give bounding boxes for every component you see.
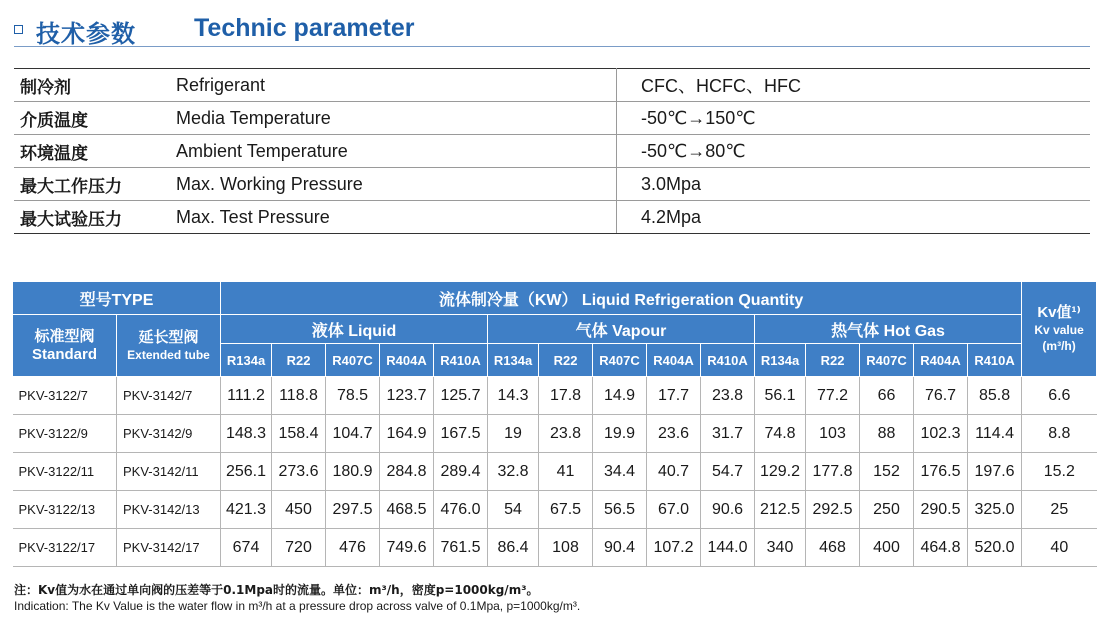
capacity-cell: 90.4 (593, 529, 647, 567)
capacity-cell: 674 (221, 529, 272, 567)
kv-header (1022, 282, 1097, 377)
note-english: Indication: The Kv Value is the water flow in m³/h at a pressure drop across valve of 0.1Mpa, p=1000kg/m³. (14, 599, 581, 613)
parameter-name-cn: 制冷剂 (14, 69, 170, 102)
capacity-cell: 197.6 (968, 453, 1022, 491)
capacity-cell: 289.4 (434, 453, 488, 491)
standard-cn: 标准型阀 (34, 327, 95, 345)
kv-cell: 25 (1022, 491, 1097, 529)
standard-model: PKV-3122/17 (13, 529, 117, 567)
refrigerant-header: R404A (914, 344, 968, 377)
standard-en: Standard (31, 345, 97, 363)
table-row (13, 415, 1097, 453)
parameter-name-cn: 介质温度 (14, 102, 170, 135)
extended-model: PKV-3142/17 (117, 529, 221, 567)
capacity-cell: 297.5 (326, 491, 380, 529)
capacity-cell: 14.3 (488, 377, 539, 415)
capacity-cell: 77.2 (806, 377, 860, 415)
refrigerant-header: R410A (434, 344, 488, 377)
standard-model: PKV-3122/11 (13, 453, 117, 491)
parameter-row (14, 168, 1090, 201)
capacity-cell: 34.4 (593, 453, 647, 491)
parameter-row (14, 135, 1090, 168)
capacity-cell: 118.8 (272, 377, 326, 415)
quantity-header: 流体制冷量（KW） Liquid Refrigeration Quantity (221, 282, 1022, 315)
capacity-cell: 108 (539, 529, 593, 567)
capacity-cell: 176.5 (914, 453, 968, 491)
parameter-value: CFC、HCFC、HFC (617, 69, 1091, 102)
title-divider (14, 46, 1090, 47)
capacity-cell: 520.0 (968, 529, 1022, 567)
capacity-cell: 325.0 (968, 491, 1022, 529)
capacity-cell: 167.5 (434, 415, 488, 453)
capacity-cell: 340 (755, 529, 806, 567)
parameter-value: 3.0Mpa (617, 168, 1091, 201)
parameter-row (14, 201, 1090, 234)
capacity-cell: 720 (272, 529, 326, 567)
parameter-name-en: Media Temperature (170, 102, 617, 135)
parameter-name-cn: 环境温度 (14, 135, 170, 168)
parameter-name-cn: 最大工作压力 (14, 168, 170, 201)
capacity-cell: 129.2 (755, 453, 806, 491)
capacity-cell: 464.8 (914, 529, 968, 567)
standard-model: PKV-3122/7 (13, 377, 117, 415)
refrigerant-header: R22 (806, 344, 860, 377)
capacity-cell: 212.5 (755, 491, 806, 529)
capacity-cell: 17.8 (539, 377, 593, 415)
group-hotgas: 热气体 Hot Gas (755, 315, 1022, 344)
capacity-cell: 67.5 (539, 491, 593, 529)
capacity-cell: 148.3 (221, 415, 272, 453)
capacity-cell: 54 (488, 491, 539, 529)
capacity-cell: 256.1 (221, 453, 272, 491)
capacity-cell: 66 (860, 377, 914, 415)
capacity-cell: 31.7 (701, 415, 755, 453)
refrigerant-header: R410A (701, 344, 755, 377)
refrigerant-header: R407C (860, 344, 914, 377)
capacity-cell: 400 (860, 529, 914, 567)
capacity-cell: 111.2 (221, 377, 272, 415)
table-row (13, 491, 1097, 529)
capacity-cell: 23.8 (701, 377, 755, 415)
kv-sub1: Kv value (1034, 323, 1084, 337)
spec-table (12, 281, 1097, 567)
refrigerant-header: R407C (593, 344, 647, 377)
refrigerant-header: R134a (221, 344, 272, 377)
extended-model: PKV-3142/9 (117, 415, 221, 453)
title-chinese: 技术参数 (36, 20, 136, 48)
capacity-cell: 104.7 (326, 415, 380, 453)
capacity-cell: 88 (860, 415, 914, 453)
capacity-cell: 144.0 (701, 529, 755, 567)
capacity-cell: 114.4 (968, 415, 1022, 453)
capacity-cell: 749.6 (380, 529, 434, 567)
kv-sub2: (m³/h) (1042, 339, 1076, 353)
parameter-name-en: Max. Working Pressure (170, 168, 617, 201)
kv-title: Kv值¹⁾ (1037, 304, 1081, 321)
capacity-cell: 14.9 (593, 377, 647, 415)
capacity-cell: 152 (860, 453, 914, 491)
capacity-cell: 41 (539, 453, 593, 491)
capacity-cell: 56.5 (593, 491, 647, 529)
refrigerant-header: R22 (539, 344, 593, 377)
capacity-cell: 40.7 (647, 453, 701, 491)
kv-cell: 15.2 (1022, 453, 1097, 491)
group-liquid: 液体 Liquid (221, 315, 488, 344)
capacity-cell: 86.4 (488, 529, 539, 567)
capacity-cell: 67.0 (647, 491, 701, 529)
title-english: Technic parameter (194, 14, 415, 42)
table-row (13, 377, 1097, 415)
footnote (14, 582, 580, 614)
capacity-cell: 23.8 (539, 415, 593, 453)
standard-model: PKV-3122/9 (13, 415, 117, 453)
parameter-row (14, 102, 1090, 135)
refrigerant-header: R134a (755, 344, 806, 377)
capacity-cell: 19.9 (593, 415, 647, 453)
capacity-cell: 103 (806, 415, 860, 453)
capacity-cell: 17.7 (647, 377, 701, 415)
capacity-cell: 74.8 (755, 415, 806, 453)
refrigerant-header: R407C (326, 344, 380, 377)
standard-header (13, 315, 117, 377)
capacity-cell: 76.7 (914, 377, 968, 415)
capacity-cell: 85.8 (968, 377, 1022, 415)
kv-cell: 40 (1022, 529, 1097, 567)
table-row (13, 453, 1097, 491)
parameter-value: -50℃→150℃ (617, 102, 1091, 135)
parameter-table (14, 68, 1090, 234)
section-title (14, 12, 1094, 46)
extended-model: PKV-3142/13 (117, 491, 221, 529)
capacity-cell: 107.2 (647, 529, 701, 567)
kv-cell: 8.8 (1022, 415, 1097, 453)
refrigerant-header: R404A (380, 344, 434, 377)
capacity-cell: 125.7 (434, 377, 488, 415)
refrigerant-header: R134a (488, 344, 539, 377)
refrigerant-header: R410A (968, 344, 1022, 377)
capacity-cell: 32.8 (488, 453, 539, 491)
note-chinese: 注：Kv值为水在通过单向阀的压差等于0.1Mpa时的流量。单位：m³/h，密度p=1000kg/m³。 (14, 583, 539, 597)
capacity-cell: 450 (272, 491, 326, 529)
capacity-cell: 250 (860, 491, 914, 529)
parameter-name-en: Max. Test Pressure (170, 201, 617, 234)
capacity-cell: 180.9 (326, 453, 380, 491)
capacity-cell: 78.5 (326, 377, 380, 415)
parameter-row (14, 69, 1090, 102)
capacity-cell: 123.7 (380, 377, 434, 415)
extended-model: PKV-3142/11 (117, 453, 221, 491)
standard-model: PKV-3122/13 (13, 491, 117, 529)
capacity-cell: 158.4 (272, 415, 326, 453)
extended-header (117, 315, 221, 377)
parameter-name-en: Refrigerant (170, 69, 617, 102)
group-vapour: 气体 Vapour (488, 315, 755, 344)
capacity-cell: 476.0 (434, 491, 488, 529)
capacity-cell: 164.9 (380, 415, 434, 453)
capacity-cell: 290.5 (914, 491, 968, 529)
table-row (13, 529, 1097, 567)
capacity-cell: 56.1 (755, 377, 806, 415)
capacity-cell: 23.6 (647, 415, 701, 453)
extended-en: Extended tube (127, 347, 210, 362)
parameter-value: -50℃→80℃ (617, 135, 1091, 168)
capacity-cell: 284.8 (380, 453, 434, 491)
capacity-cell: 177.8 (806, 453, 860, 491)
capacity-cell: 421.3 (221, 491, 272, 529)
extended-cn: 延长型阀 (138, 328, 199, 346)
capacity-cell: 468 (806, 529, 860, 567)
parameter-value: 4.2Mpa (617, 201, 1091, 234)
parameter-name-cn: 最大试验压力 (14, 201, 170, 234)
capacity-cell: 102.3 (914, 415, 968, 453)
capacity-cell: 292.5 (806, 491, 860, 529)
square-bullet-icon (14, 25, 23, 34)
capacity-cell: 476 (326, 529, 380, 567)
capacity-cell: 761.5 (434, 529, 488, 567)
parameter-name-en: Ambient Temperature (170, 135, 617, 168)
capacity-cell: 19 (488, 415, 539, 453)
capacity-cell: 54.7 (701, 453, 755, 491)
type-header: 型号TYPE (13, 282, 221, 315)
capacity-cell: 90.6 (701, 491, 755, 529)
capacity-cell: 468.5 (380, 491, 434, 529)
extended-model: PKV-3142/7 (117, 377, 221, 415)
capacity-cell: 273.6 (272, 453, 326, 491)
refrigerant-header: R22 (272, 344, 326, 377)
refrigerant-header: R404A (647, 344, 701, 377)
kv-cell: 6.6 (1022, 377, 1097, 415)
